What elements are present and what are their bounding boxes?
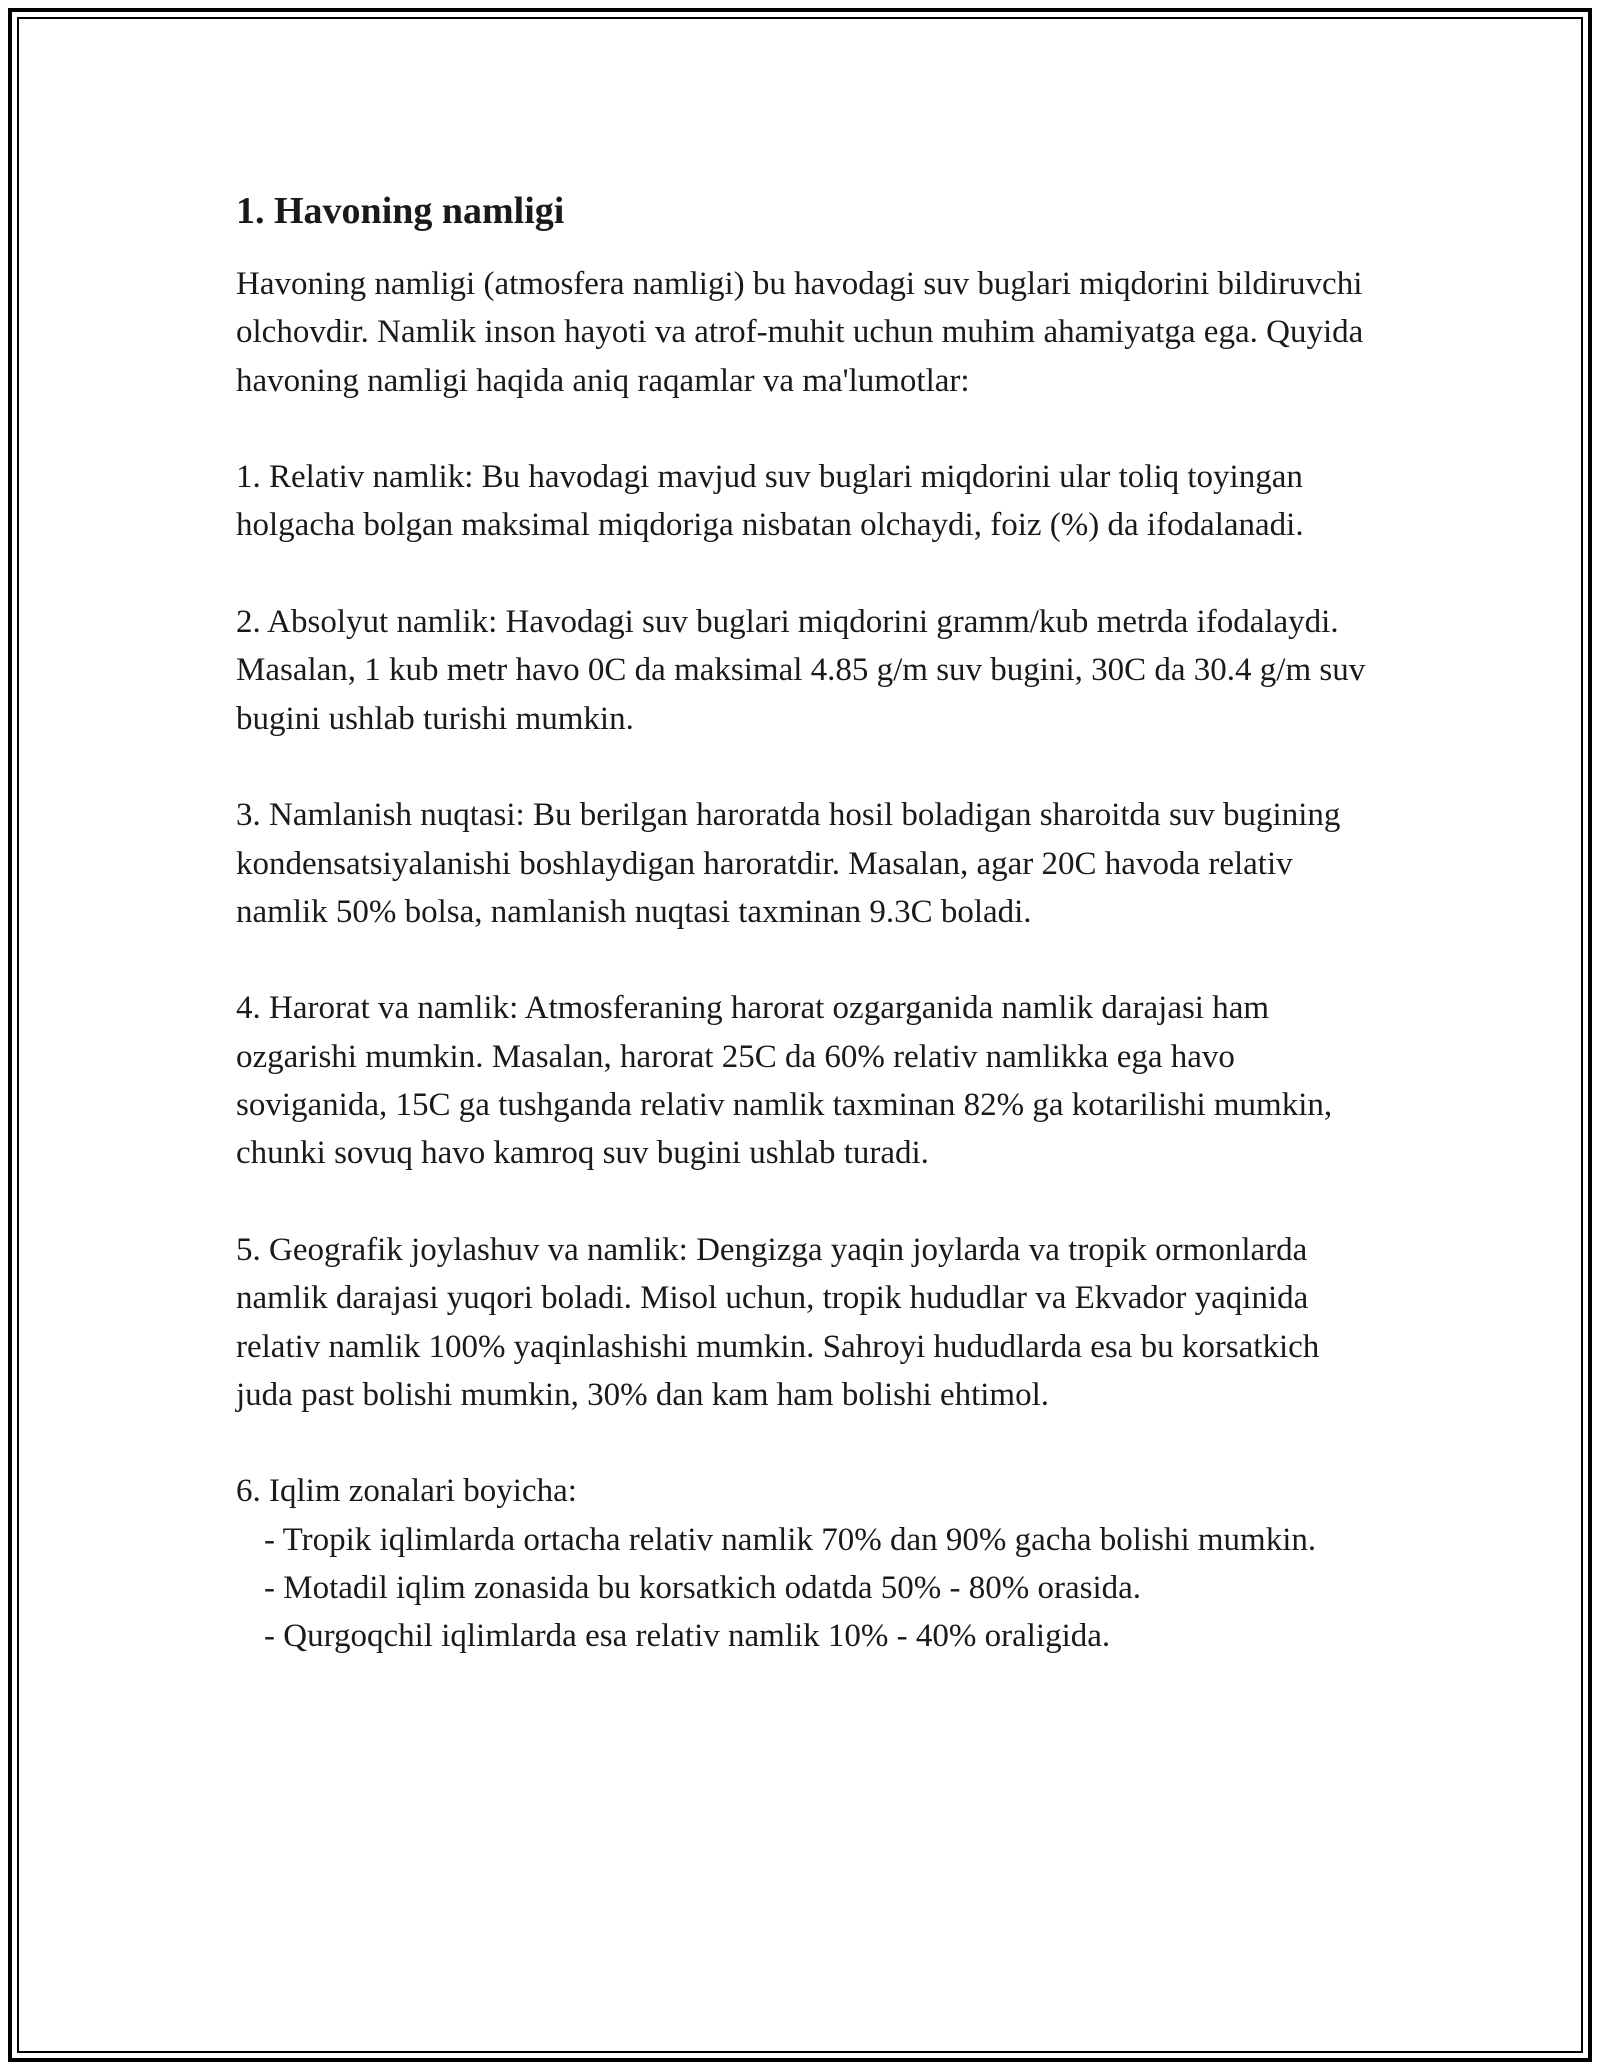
paragraph-gap <box>236 936 1366 984</box>
document-body <box>236 186 1374 1661</box>
item-dew-point: 3. Namlanish nuqtasi: Bu berilgan haroratda hosil boladigan sharoitda suv bugining kondensatsiyalanishi boshlaydigan haroratdir. Masalan, agar 20C havoda relativ namlik 50% bolsa, namlanish nuqtasi taxminan 9.3C boladi. <box>236 797 1349 930</box>
climate-zone-bullet: - Tropik iqlimlarda ortacha relativ namlik 70% dan 90% gacha bolishi mumkin. <box>264 1521 1317 1558</box>
climate-zone-bullet: - Qurgoqchil iqlimlarda esa relativ namlik 10% - 40% oraligida. <box>264 1618 1111 1655</box>
document-title: 1. Havoning namligi <box>236 190 565 232</box>
item-geography-humidity: 5. Geografik joylashuv va namlik: Dengizga yaqin joylarda va tropik ormonlarda namlik darajasi yuqori boladi. Misol uchun, tropik hududlar va Ekvador yaqinida relativ namlik 100% yaqinlashishi mumkin. Sahroyi hududlarda esa bu korsatkich juda past bolishi mumkin, 30% dan kam ham bolishi ehtimol. <box>236 1231 1328 1413</box>
paragraph-gap <box>236 550 1366 598</box>
climate-zones-heading: 6. Iqlim zonalari boyicha: <box>236 1473 577 1510</box>
paragraph-gap <box>236 405 1366 453</box>
paragraph-gap <box>236 743 1366 791</box>
paragraph-gap <box>236 1419 1366 1467</box>
item-relative-humidity: 1. Relativ namlik: Bu havodagi mavjud suv buglari miqdorini ular toliq toyingan holgacha bolgan maksimal miqdoriga nisbatan olchaydi, foiz (%) da ifodalanadi. <box>236 459 1312 544</box>
paragraph-gap <box>236 1178 1366 1226</box>
intro-paragraph: Havoning namligi (atmosfera namligi) bu havodagi suv buglari miqdorini bildiruvchi olchovdir. Namlik inson hayoti va atrof-muhit uchun muhim ahamiyatga ega. Quyida havoning namligi haqida aniq raqamlar va ma'lumotlar: <box>236 266 1372 399</box>
item-temperature-humidity: 4. Harorat va namlik: Atmosferaning harorat ozgarganida namlik darajasi ham ozgarishi mumkin. Masalan, harorat 25C da 60% relativ namlikka ega havo soviganida, 15C ga tushganda relativ namlik taxminan 82% ga kotarilishi mumkin, chunki sovuq havo kamroq suv bugini ushlab turadi. <box>236 990 1341 1172</box>
climate-zone-bullet: - Motadil iqlim zonasida bu korsatkich odatda 50% - 80% orasida. <box>264 1570 1142 1607</box>
item-absolute-humidity: 2. Absolyut namlik: Havodagi suv buglari miqdorini gramm/kub metrda ifodalaydi. Masalan, 1 kub metr havo 0C da maksimal 4.85 g/m suv bugini, 30C da 30.4 g/m suv bugini ushlab turishi mumkin. <box>236 604 1374 737</box>
